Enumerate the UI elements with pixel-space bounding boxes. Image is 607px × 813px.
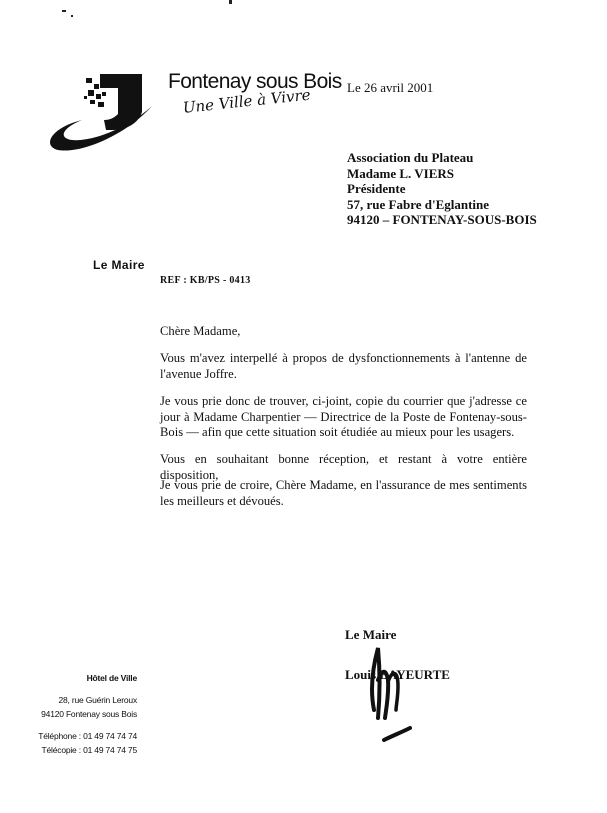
reference: REF : KB/PS - 0413 — [160, 275, 251, 286]
city-name: Fontenay sous Bois — [168, 70, 342, 93]
footer-address-line: 28, rue Guérin Leroux — [58, 695, 137, 705]
recipient-line: Madame L. VIERS — [347, 165, 455, 181]
handwritten-signature — [352, 640, 432, 745]
city-tagline: Une Ville à Vivre — [182, 85, 312, 117]
footer-title: Hôtel de Ville — [86, 673, 137, 683]
letter-date: Le 26 avril 2001 — [347, 80, 434, 95]
body-paragraph: Je vous prie de croire, Chère Madame, en l'assurance de mes sentiments les meilleurs et dévoués. — [160, 478, 527, 508]
body-paragraph: Vous en souhaitant bonne réception, et restant à votre entière disposition, — [160, 452, 527, 482]
signatory-name: Louis BAYEURTE — [345, 667, 450, 682]
footer-address-line: 94120 Fontenay sous Bois — [41, 709, 137, 719]
scan-speck — [62, 10, 66, 12]
body-paragraph: Je vous prie donc de trouver, ci-joint, copie du courrier que j'adresse ce jour à Madame Charpentier — Directrice de la Poste de Fontenay-sous-Bois — afin que cette situation soit étudiée au mieux pour les usagers. — [160, 394, 527, 439]
recipient-line: 94120 – FONTENAY-SOUS-BOIS — [347, 212, 537, 227]
recipient-address — [347, 150, 537, 228]
footer-fax: Télécopie : 01 49 74 74 75 — [41, 745, 137, 755]
signature-title: Le Maire — [345, 627, 397, 642]
city-logo-icon — [40, 68, 165, 153]
footer-telephone: Téléphone : 01 49 74 74 74 — [38, 731, 137, 741]
scan-speck — [229, 0, 232, 4]
recipient-line: Association du Plateau — [347, 150, 474, 165]
salutation: Chère Madame, — [160, 324, 241, 338]
body-paragraph: Vous m'avez interpellé à propos de dysfonctionnements à l'antenne de l'avenue Joffre. — [160, 351, 527, 381]
scan-speck — [71, 15, 73, 17]
recipient-line: 57, rue Fabre d'Eglantine — [347, 196, 490, 212]
recipient-line: Présidente — [347, 181, 406, 196]
sender-title: Le Maire — [93, 258, 145, 272]
